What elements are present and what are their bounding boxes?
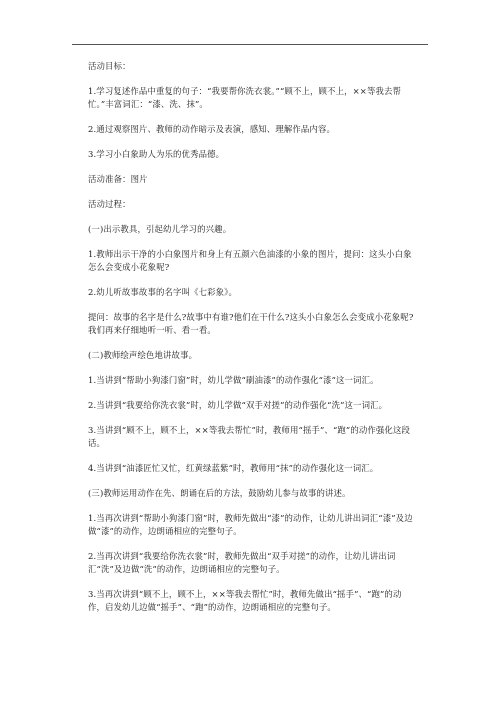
goal-item-3: 3.学习小白象助人为乐的优秀品德。: [88, 149, 225, 159]
header-rule: [72, 44, 428, 45]
goal-item-1: 1.学习复述作品中重复的句子：“我要帮你洗衣裳。”“顾不上，顾不上，××等我去帮忙。”丰富词汇：“漆、洗、抹”。: [88, 86, 402, 109]
section-heading-goals: 活动目标：: [88, 61, 131, 71]
section-heading-preparation: 活动准备：图片: [88, 174, 148, 184]
section-heading-process: 活动过程：: [88, 199, 131, 209]
process-part-3-step-2: 2.当再次讲到“我要给你洗衣裳”时，教师先做出“双手对搓”的动作，让幼儿讲出词汇“洗”及边做“洗”的动作，边朗诵相应的完整句子。: [88, 551, 396, 574]
process-part-2-step-3: 3.当讲到“顾不上，顾不上，××等我去帮忙”时，教师用“摇手”、“跑”的动作强化这段话。: [88, 425, 411, 448]
process-part-2-heading: (二)教师绘声绘色地讲故事。: [88, 350, 198, 360]
process-part-1-question: 提问：故事的名字是什么?故事中有谁?他们在干什么?这头小白象怎么会变成小花象呢?我们再来仔细地听一听、看一看。: [88, 312, 414, 335]
process-part-1-step-1: 1.教师出示干净的小白象图片和身上有五颜六色油漆的小象的图片，提问：这头小白象怎么会变成小花象呢?: [88, 249, 412, 272]
process-part-1-step-2: 2.幼儿听故事故事的名字叫《七彩象》。: [88, 287, 238, 297]
process-part-3-step-3: 3.当再次讲到“顾不上，顾不上，××等我去帮忙”时，教师先做出“摇手”、“跑”的动作，启发幼儿边做“摇手”、“跑”的动作，边朗诵相应的完整句子。: [88, 589, 402, 612]
process-part-2-step-2: 2.当讲到“我要给你洗衣裳”时，幼儿学做“双手对搓”的动作强化“洗”这一词汇。: [88, 400, 388, 410]
document-body: [88, 60, 418, 626]
goal-item-2: 2.通过观察图片、教师的动作暗示及表演，感知、理解作品内容。: [88, 124, 335, 134]
process-part-3-heading: (三)教师运用动作在先、朗诵在后的方法，鼓励幼儿参与故事的讲述。: [88, 488, 351, 498]
process-part-3-step-1: 1.当再次讲到“帮助小狗漆门窗”时，教师先做出“漆”的动作，让幼儿讲出词汇“漆”及边做“漆”的动作，边朗诵相应的完整句子。: [88, 513, 413, 536]
process-part-2-step-1: 1.当讲到“帮助小狗漆门窗”时，幼儿学做“刷油漆”的动作强化“漆”这一词汇。: [88, 375, 379, 385]
process-part-2-step-4: 4.当讲到“油漆匠忙又忙，红黄绿蓝紫”时，教师用“抹”的动作强化这一词汇。: [88, 463, 379, 473]
process-part-1-heading: (一)出示教具，引起幼儿学习的兴趣。: [88, 224, 232, 234]
